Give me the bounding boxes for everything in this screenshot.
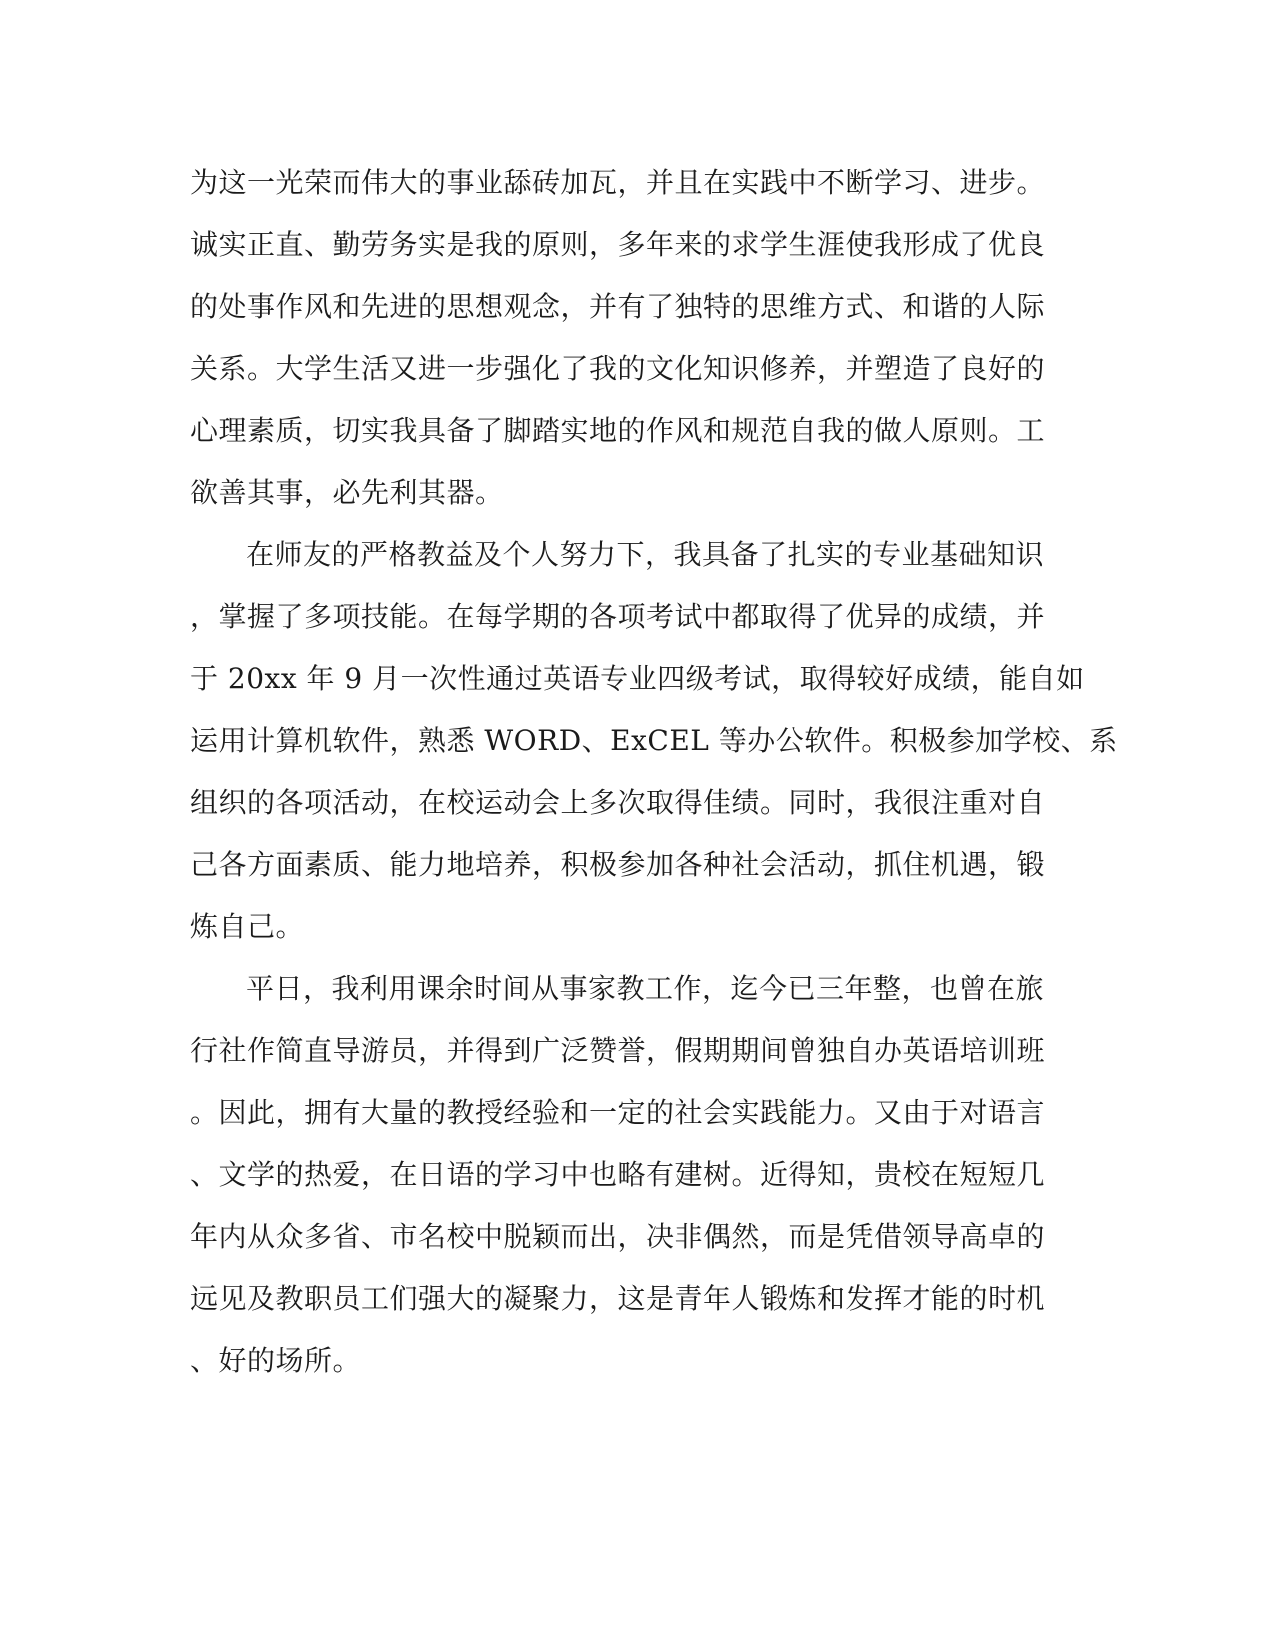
text-line: ，掌握了多项技能。在每学期的各项考试中都取得了优异的成绩，并 <box>190 600 1046 633</box>
text-line: 于 20xx 年 9 月一次性通过英语专业四级考试，取得较好成绩，能自如 <box>190 662 1085 695</box>
text-line: 的处事作风和先进的思想观念，并有了独特的思维方式、和谐的人际 <box>190 290 1046 323</box>
text-line: 欲善其事，必先利其器。 <box>190 476 504 509</box>
text-line: 、文学的热爱，在日语的学习中也略有建树。近得知，贵校在短短几 <box>190 1158 1046 1191</box>
text-line: 远见及教职员工们强大的凝聚力，这是青年人锻炼和发挥才能的时机 <box>190 1282 1046 1315</box>
text-line: 心理素质，切实我具备了脚踏实地的作风和规范自我的做人原则。工 <box>190 414 1046 447</box>
text-line: 平日，我利用课余时间从事家教工作，迄今已三年整，也曾在旅 <box>246 972 1045 1005</box>
text-line: 在师友的严格教益及个人努力下，我具备了扎实的专业基础知识 <box>246 538 1045 571</box>
text-line: 己各方面素质、能力地培养，积极参加各种社会活动，抓住机遇，锻 <box>190 848 1046 881</box>
text-line: 组织的各项活动，在校运动会上多次取得佳绩。同时，我很注重对自 <box>190 786 1046 819</box>
text-line: 为这一光荣而伟大的事业舔砖加瓦，并且在实践中不断学习、进步。 <box>190 166 1046 199</box>
text-line: 关系。大学生活又进一步强化了我的文化知识修养，并塑造了良好的 <box>190 352 1046 385</box>
paragraph-2 <box>190 524 1118 958</box>
text-line: 运用计算机软件，熟悉 WORD、ExCEL 等办公软件。积极参加学校、系 <box>190 724 1118 757</box>
text-line: 行社作简直导游员，并得到广泛赞誉，假期期间曾独自办英语培训班 <box>190 1034 1046 1067</box>
text-line: 诚实正直、勤劳务实是我的原则，多年来的求学生涯使我形成了优良 <box>190 228 1046 261</box>
document-body <box>190 152 1118 1392</box>
text-line: 、好的场所。 <box>190 1344 362 1377</box>
text-line: 年内从众多省、市名校中脱颖而出，决非偶然，而是凭借领导高卓的 <box>190 1220 1046 1253</box>
paragraph-3 <box>190 958 1090 1392</box>
text-line: 炼自己。 <box>190 910 305 943</box>
paragraph-1 <box>190 152 1090 524</box>
text-line: 。因此，拥有大量的教授经验和一定的社会实践能力。又由于对语言 <box>190 1096 1046 1129</box>
